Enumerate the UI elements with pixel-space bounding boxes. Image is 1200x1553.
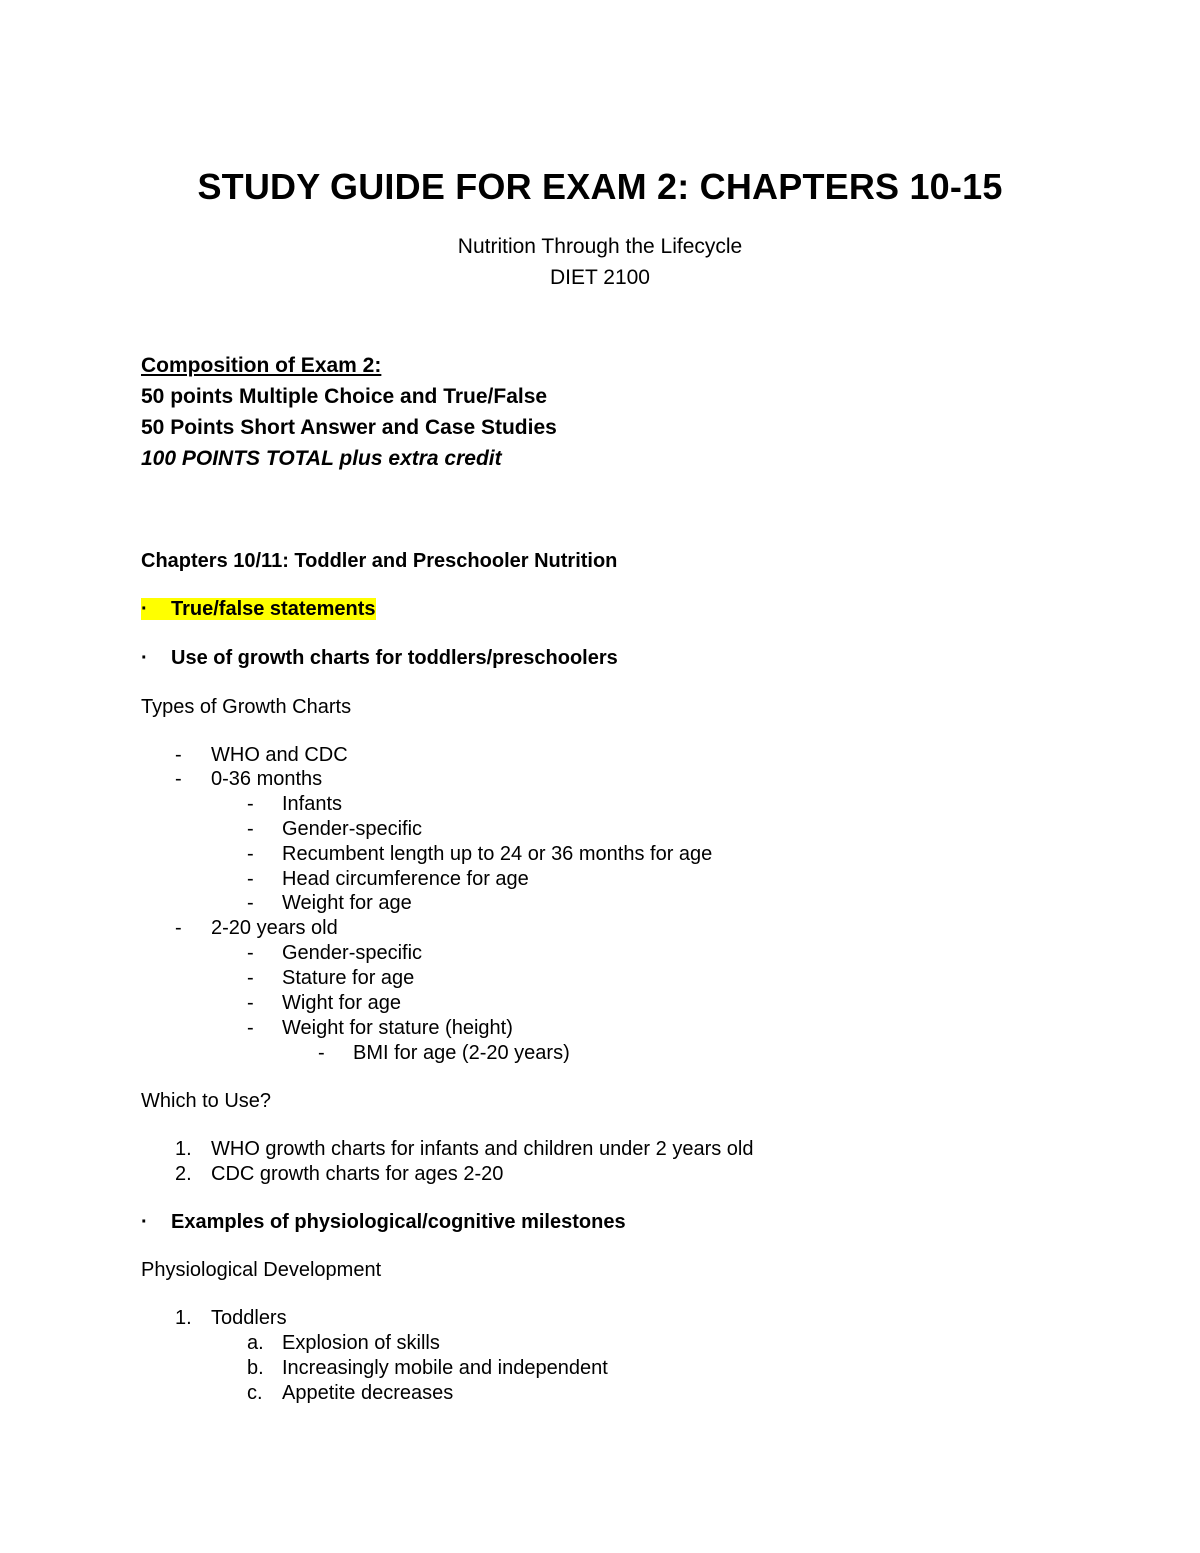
list-item: Recumbent length up to 24 or 36 months for age (282, 843, 713, 865)
bullet-glyph: · (141, 1211, 148, 1233)
which-heading: Which to Use? (141, 1090, 272, 1112)
list-item: 0-36 months (211, 768, 323, 790)
composition-heading: Composition of Exam 2: (141, 354, 382, 377)
list-item: CDC growth charts for ages 2-20 (211, 1163, 504, 1185)
growth-types-heading: Types of Growth Charts (141, 696, 352, 718)
dash-bullet: - (247, 1017, 254, 1039)
dash-bullet: - (247, 843, 254, 865)
list-item: WHO and CDC (211, 744, 348, 766)
chapter-heading: Chapters 10/11: Toddler and Preschooler Nutrition (141, 550, 618, 572)
list-item: Increasingly mobile and independent (282, 1357, 608, 1379)
dash-bullet: - (247, 818, 254, 840)
list-item: WHO growth charts for infants and children under 2 years old (211, 1138, 754, 1160)
bullet-text: True/false statements (171, 598, 376, 620)
bullet-glyph: · (141, 598, 148, 620)
course-subtitle: Nutrition Through the Lifecycle (457, 235, 743, 258)
course-code: DIET 2100 (549, 266, 650, 289)
highlighted-bullet (141, 598, 376, 620)
list-item: Stature for age (282, 967, 415, 989)
bullet-true-false (141, 598, 376, 621)
list-number: 2. (175, 1163, 192, 1185)
bullet-glyph: · (141, 647, 148, 669)
list-item: Wight for age (282, 992, 401, 1014)
list-item: Weight for age (282, 892, 412, 914)
dash-bullet: - (247, 868, 254, 890)
list-item: 2-20 years old (211, 917, 338, 939)
bullet-milestones (141, 1211, 626, 1234)
list-item: Infants (282, 793, 343, 815)
dash-bullet: - (247, 793, 254, 815)
composition-total: 100 POINTS TOTAL plus extra credit (141, 447, 502, 470)
list-item: Gender-specific (282, 818, 423, 840)
dash-bullet: - (175, 744, 182, 766)
list-item: Explosion of skills (282, 1332, 440, 1354)
composition-line-1: 50 points Multiple Choice and True/False (141, 385, 548, 408)
bullet-text: Examples of physiological/cognitive milestones (171, 1211, 626, 1233)
bullet-growth-charts (141, 647, 618, 670)
dash-bullet: - (247, 892, 254, 914)
list-item: Weight for stature (height) (282, 1017, 513, 1039)
dash-bullet: - (318, 1042, 325, 1064)
composition-line-2: 50 Points Short Answer and Case Studies (141, 416, 557, 439)
list-item: Appetite decreases (282, 1382, 454, 1404)
list-letter: c. (247, 1382, 263, 1404)
list-item: Gender-specific (282, 942, 423, 964)
dash-bullet: - (247, 942, 254, 964)
list-item: Head circumference for age (282, 868, 529, 890)
list-letter: a. (247, 1332, 264, 1354)
list-number: 1. (175, 1307, 192, 1329)
document-title: STUDY GUIDE FOR EXAM 2: CHAPTERS 10-15 (197, 166, 1003, 207)
dash-bullet: - (175, 917, 182, 939)
list-item: Toddlers (211, 1307, 287, 1329)
bullet-text: Use of growth charts for toddlers/preschoolers (171, 647, 618, 669)
list-letter: b. (247, 1357, 264, 1379)
physio-heading: Physiological Development (141, 1259, 382, 1281)
list-number: 1. (175, 1138, 192, 1160)
dash-bullet: - (247, 992, 254, 1014)
dash-bullet: - (247, 967, 254, 989)
dash-bullet: - (175, 768, 182, 790)
list-item: BMI for age (2-20 years) (353, 1042, 570, 1064)
